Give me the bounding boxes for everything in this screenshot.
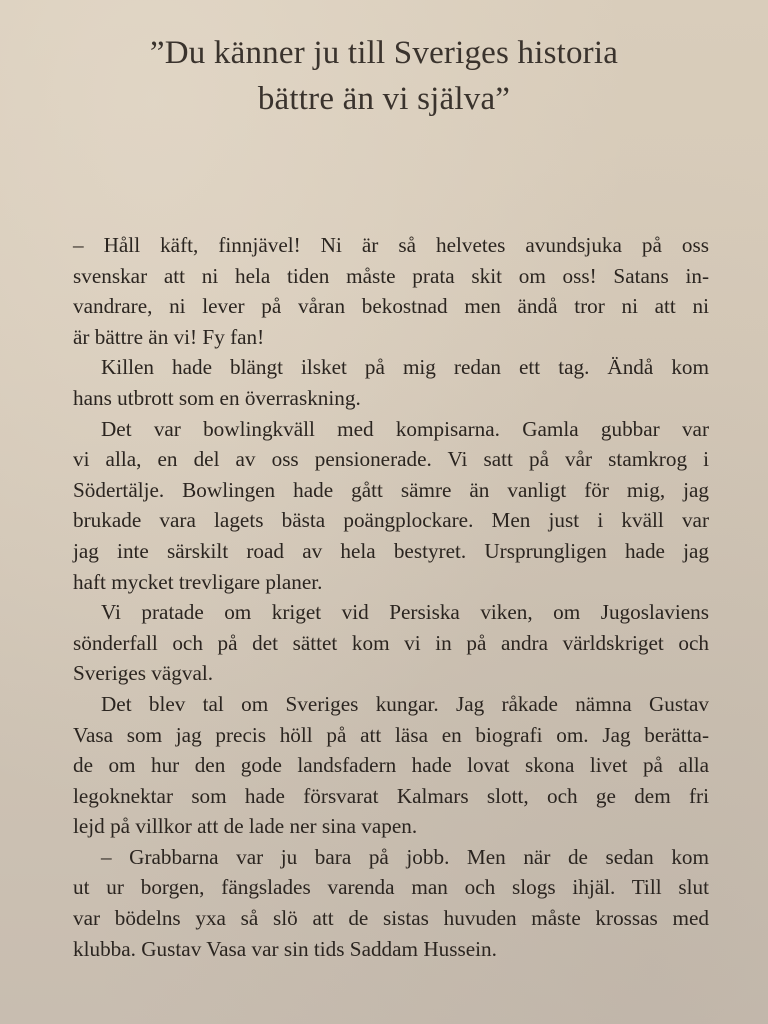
paragraph-2: [73, 352, 709, 413]
text-line: Vi pratade om kriget vid Persiska viken, om Jugoslaviens: [101, 600, 709, 625]
paragraph-3: [73, 414, 709, 598]
text-line: klubba. Gustav Vasa var sin tids Saddam Hussein.: [73, 936, 497, 961]
text-line: svenskar att ni hela tiden måste prata skit om oss! Satans in-: [73, 263, 709, 288]
text-line: är bättre än vi! Fy fan!: [73, 324, 265, 349]
text-line: – Håll käft, finnjävel! Ni är så helvetes avundsjuka på oss: [73, 233, 709, 257]
text-line: hans utbrott som en överraskning.: [73, 385, 361, 410]
body-text: [73, 230, 709, 964]
text-line: Södertälje. Bowlingen hade gått sämre än vanligt för mig, jag: [73, 477, 709, 502]
text-line: Vasa som jag precis höll på att läsa en biografi om. Jag berätta-: [73, 722, 709, 747]
chapter-title-line-1: ”Du känner ju till Sveriges historia: [149, 35, 619, 71]
text-line: var bödelns yxa så slö att de sistas huvuden måste krossas med: [73, 906, 709, 931]
text-line: brukade vara lagets bästa poängplockare. Men just i kväll var: [73, 508, 709, 533]
paragraph-6: [73, 842, 709, 964]
text-line: Det blev tal om Sveriges kungar. Jag råkade nämna Gustav: [101, 691, 709, 716]
text-line: ut ur borgen, fängslades varenda man och slogs ihjäl. Till slut: [73, 875, 709, 900]
text-line: Det var bowlingkväll med kompisarna. Gamla gubbar var: [101, 416, 709, 441]
text-line: vandrare, ni lever på våran bekostnad men ändå tror ni att ni: [73, 294, 709, 319]
text-line: legoknektar som hade försvarat Kalmars slott, och ge dem fri: [73, 783, 709, 808]
paragraph-4: [73, 597, 709, 689]
text-line: sönderfall och på det sättet kom vi in på andra världskriget och: [73, 630, 709, 655]
text-line: haft mycket trevligare planer.: [73, 569, 323, 594]
text-line: lejd på villkor att de lade ner sina vapen.: [73, 814, 418, 839]
text-line: jag inte särskilt road av hela bestyret. Ursprungligen hade jag: [73, 538, 709, 563]
text-line: – Grabbarna var ju bara på jobb. Men när de sedan kom: [101, 844, 709, 869]
text-line: vi alla, en del av oss pensionerade. Vi satt på vår stamkrog i: [73, 447, 709, 472]
text-line: de om hur den gode landsfadern hade lovat skona livet på alla: [73, 753, 709, 778]
chapter-title-line-2: bättre än vi själva”: [257, 81, 511, 117]
paragraph-1: [73, 230, 709, 352]
chapter-title: [0, 30, 768, 122]
paragraph-5: [73, 689, 709, 842]
text-line: Killen hade blängt ilsket på mig redan ett tag. Ändå kom: [101, 355, 709, 380]
text-line: Sveriges vägval.: [73, 661, 214, 686]
